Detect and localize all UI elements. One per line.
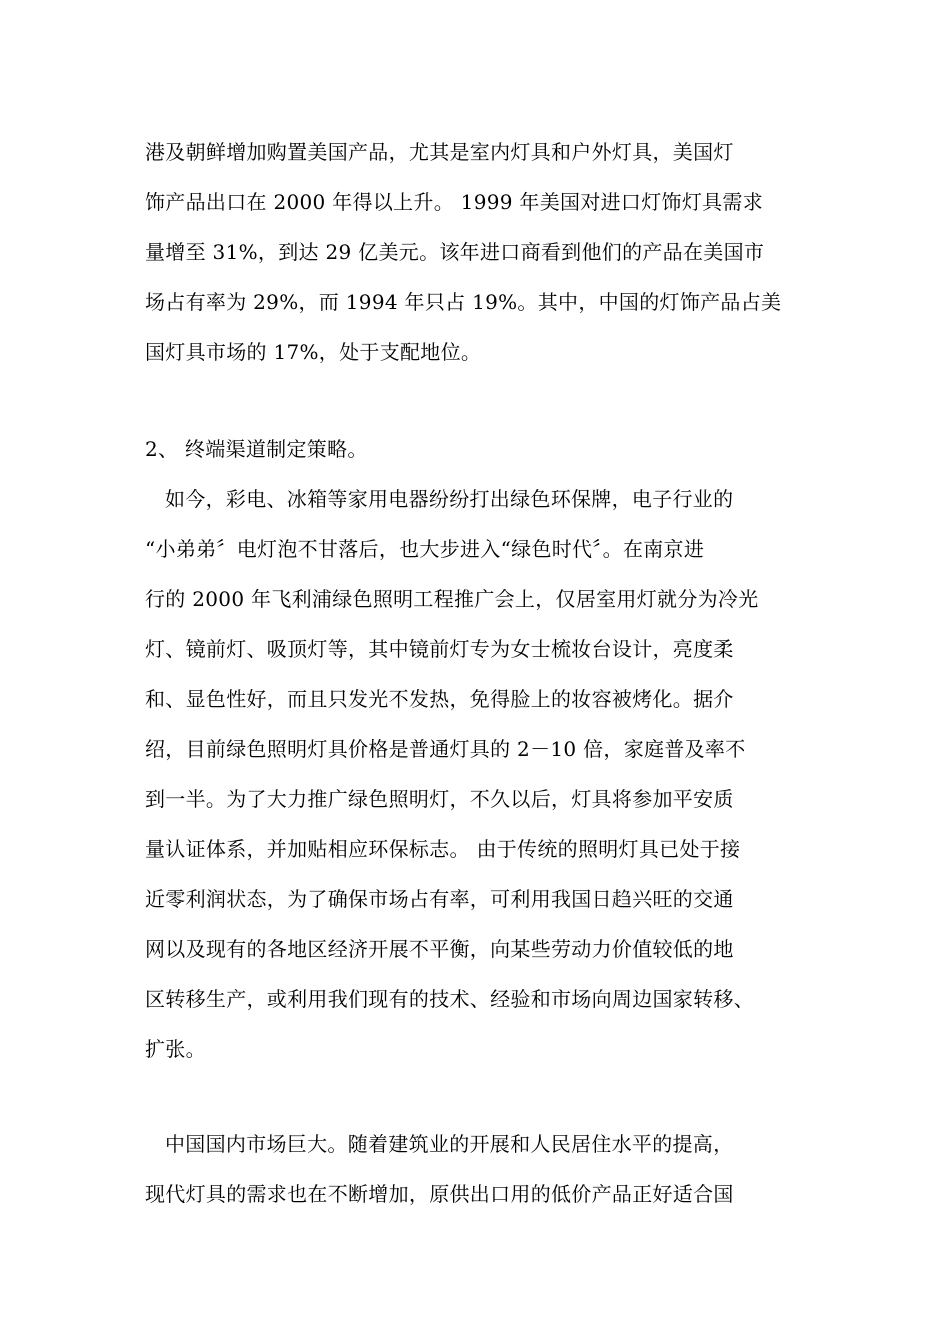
paragraph-2-line-2: “小弟弟〞电灯泡不甘落后，也大步进入“绿色时代〞。在南京进 — [145, 537, 705, 561]
paragraph-2-line-12: 扩张。 — [145, 1037, 206, 1061]
paragraph-2-line-8: 量认证体系，并加贴相应环保标志。 由于传统的照明灯具已处于接 — [145, 837, 741, 861]
paragraph-1-line-2: 饰产品出口在 2000 年得以上升。 1999 年美国对进口灯饰灯具需求 — [145, 190, 764, 214]
paragraph-3-line-2: 现代灯具的需求也在不断增加，原供出口用的低价产品正好适合国 — [145, 1182, 734, 1206]
paragraph-2-line-5: 和、显色性好，而且只发光不发热，免得脸上的妆容被烤化。据介 — [145, 687, 734, 711]
paragraph-2-line-4: 灯、镜前灯、吸顶灯等，其中镜前灯专为女士梳妆台设计，亮度柔 — [145, 637, 734, 661]
paragraph-2-line-7: 到一半。为了大力推广绿色照明灯，不久以后，灯具将参加平安质 — [145, 787, 734, 811]
paragraph-1-line-4: 场占有率为 29%，而 1994 年只占 19%。其中，中国的灯饰产品占美 — [145, 290, 782, 314]
paragraph-1-line-5: 国灯具市场的 17%，处于支配地位。 — [145, 340, 482, 364]
paragraph-2-line-3: 行的 2000 年飞利浦绿色照明工程推广会上，仅居室用灯就分为冷光 — [145, 587, 759, 611]
paragraph-1-line-3: 量增至 31%，到达 29 亿美元。该年进口商看到他们的产品在美国市 — [145, 240, 765, 264]
section-heading: 2、 终端渠道制定策略。 — [145, 437, 368, 461]
paragraph-1-line-1: 港及朝鲜增加购置美国产品，尤其是室内灯具和户外灯具，美国灯 — [145, 140, 734, 164]
paragraph-3-line-1: 中国国内市场巨大。随着建筑业的开展和人民居住水平的提高， — [165, 1132, 734, 1156]
paragraph-2-line-9: 近零利润状态，为了确保市场占有率，可利用我国日趋兴旺的交通 — [145, 887, 734, 911]
paragraph-2-line-1: 如今，彩电、冰箱等家用电器纷纷打出绿色环保牌，电子行业的 — [165, 487, 734, 511]
paragraph-2-line-11: 区转移生产，或利用我们现有的技术、经验和市场向周边国家转移、 — [145, 987, 754, 1011]
paragraph-2-line-10: 网以及现有的各地区经济开展不平衡，向某些劳动力价值较低的地 — [145, 937, 734, 961]
paragraph-2-line-6: 绍，目前绿色照明灯具价格是普通灯具的 2－10 倍，家庭普及率不 — [145, 737, 746, 761]
